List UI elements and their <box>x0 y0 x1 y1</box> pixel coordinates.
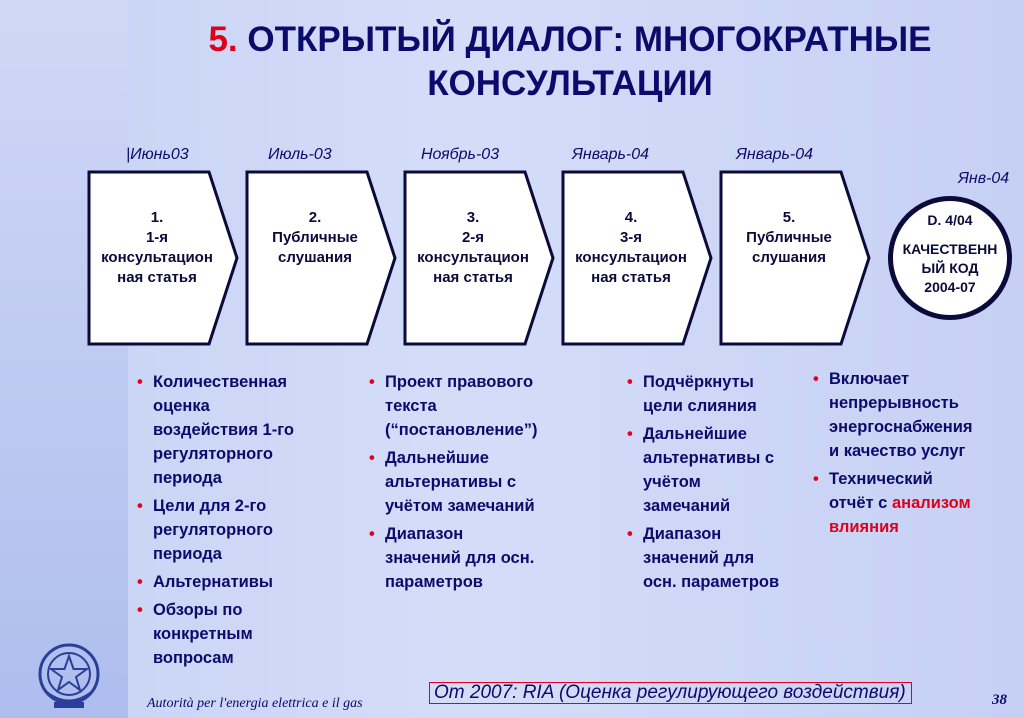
highlight-text: влияния <box>829 518 899 536</box>
stage-4-line: 3-я <box>619 229 643 246</box>
stage-5-number: 5. <box>782 209 796 226</box>
list-item: • Дальнейшие альтернативы с учётом замечаний <box>627 425 775 515</box>
page-title <box>130 18 1010 106</box>
bullet-list-col2 <box>369 370 609 598</box>
stage-arrow-4 <box>561 170 713 346</box>
stage-4-line: ная статья <box>591 269 671 286</box>
stage-arrow-3 <box>403 170 555 346</box>
date-circle: Янв-04 <box>958 170 1010 187</box>
circle-period: 2004-07 <box>924 279 976 295</box>
stage-1-number: 1. <box>150 209 164 226</box>
date-stage-1: |Июнь03 <box>126 146 189 163</box>
stage-1-line: 1-я <box>145 229 169 246</box>
title-line1: ОТКРЫТЫЙ ДИАЛОГ: МНОГОКРАТНЫЕ <box>237 20 932 59</box>
stage-arrow-1 <box>87 170 239 346</box>
bullet-list-col4 <box>813 367 1023 543</box>
date-stage-3: Ноябрь-03 <box>421 146 500 163</box>
list-item: • Проект правового текста (“постановление”) <box>369 373 538 439</box>
stage-5-line: Публичные <box>746 229 832 246</box>
list-item: • Цели для 2-го регуляторного периода <box>137 497 273 563</box>
list-item: • Диапазон значений для осн. параметров <box>627 525 780 591</box>
stage-1-line: консультацион <box>101 249 213 266</box>
footer-organization: Autorità per l'energia elettrica e il gas <box>147 696 363 711</box>
list-item: • Технический отчёт с анализом влияния <box>813 467 1023 539</box>
list-item: • Включает непрерывность энергоснабжения и качество услуг <box>813 370 973 460</box>
title-line2: КОНСУЛЬТАЦИИ <box>427 64 713 103</box>
ria-note-border <box>429 682 912 704</box>
stage-3-line: ная статья <box>433 269 513 286</box>
circle-line: ЫЙ КОД <box>921 260 979 276</box>
stage-3-line: 2-я <box>461 229 485 246</box>
circle-decision: D. 4/04 <box>927 212 973 228</box>
title-number: 5. <box>208 20 238 59</box>
left-decor-bar <box>0 0 128 718</box>
stage-2-line: слушания <box>278 249 352 266</box>
emblem-icon <box>36 640 102 712</box>
stage-5-line: слушания <box>752 249 826 266</box>
stage-2-number: 2. <box>308 209 322 226</box>
stage-3-number: 3. <box>466 209 480 226</box>
list-item: • Количественная оценка воздействия 1-го регуляторного периода <box>137 373 294 487</box>
bullet-list-col1 <box>137 370 357 674</box>
stage-arrow-5 <box>719 170 871 346</box>
stage-2-line: Публичные <box>272 229 358 246</box>
circle-line: КАЧЕСТВЕНН <box>902 241 998 257</box>
highlight-text: анализом <box>891 494 971 512</box>
list-item: • Обзоры по конкретным вопросам <box>137 601 253 667</box>
stage-4-line: консультацион <box>575 249 687 266</box>
stage-1-line: ная статья <box>117 269 197 286</box>
bullet-list-col3 <box>627 370 832 598</box>
page-number: 38 <box>992 692 1007 708</box>
stage-arrow-2 <box>245 170 397 346</box>
list-item: • Альтернативы <box>137 573 274 591</box>
date-stage-5: Январь-04 <box>736 146 814 163</box>
list-item: • Подчёркнуты цели слияния <box>627 373 757 415</box>
date-stage-2: Июль-03 <box>268 146 332 163</box>
final-stage-circle <box>888 196 1012 320</box>
stage-3-line: консультацион <box>417 249 529 266</box>
ria-note <box>432 682 908 704</box>
list-item: • Дальнейшие альтернативы с учётом замечаний <box>369 449 535 515</box>
list-item: • Диапазон значений для осн. параметров <box>369 525 535 591</box>
date-stage-4: Январь-04 <box>572 146 650 163</box>
ria-note-text: От 2007: RIA (Оценка регулирующего воздействия) <box>434 682 906 703</box>
stage-4-number: 4. <box>624 209 638 226</box>
